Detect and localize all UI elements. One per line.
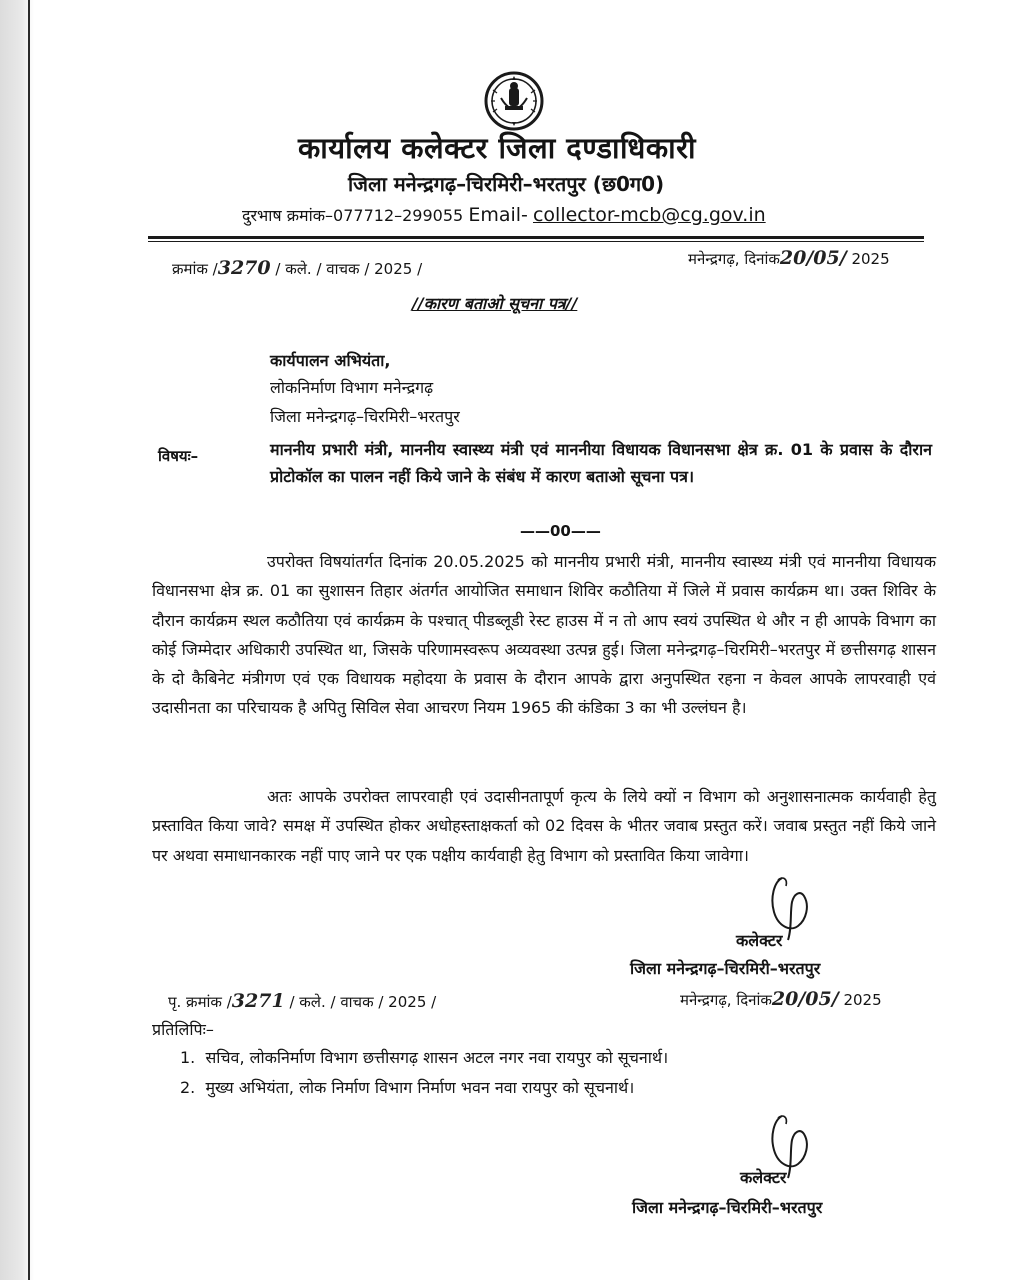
subject-text: माननीय प्रभारी मंत्री, माननीय स्वास्थ्य मंत्री एवं माननीया विधायक विधानसभा क्षेत्र क्र. 01 के प्रवास के दौरान प्रोटोकॉल का पालन नहीं किये जाने के संबंध में कारण बताओ सूचना पत्र।: [270, 440, 932, 486]
reference-number: क्रमांक /3270 / कले. / वाचक / 2025 /: [172, 257, 423, 279]
office-title: कार्यालय कलेक्टर जिला दण्डाधिकारी: [298, 131, 697, 165]
copy-to-label: प्रतिलिपिः–: [152, 1020, 214, 1039]
signatory-title: कलेक्टर: [740, 1168, 787, 1187]
addressee-department: लोकनिर्माण विभाग मनेन्द्रगढ़: [270, 378, 434, 397]
subject-label: विषयः–: [158, 447, 199, 465]
district-subtitle: जिला मनेन्द्रगढ़–चिरमिरी–भरतपुर (छ0ग0): [348, 172, 665, 196]
phone-number: दुरभाष क्रमांक–077712–299055: [242, 206, 464, 225]
email-address: collector-mcb@cg.gov.in: [532, 204, 766, 226]
email-label: Email-: [468, 204, 528, 226]
addressee-district: जिला मनेन्द्रगढ़–चिरमिरी–भरतपुर: [270, 407, 460, 426]
header-rule-thick: [148, 236, 924, 239]
header-rule-thin: [148, 241, 924, 242]
handwritten-endorsement-date: 20/05/: [771, 988, 839, 1010]
signatory-title: कलेक्टर: [736, 931, 783, 950]
addressee-designation: कार्यपालन अभियंता,: [270, 351, 391, 370]
copy-to-item: 1. सचिव, लोकनिर्माण विभाग छत्तीसगढ़ शासन अटल नगर नवा रायपुर को सूचनार्थ।: [180, 1048, 669, 1067]
scan-edge-line: [28, 0, 30, 1280]
endorsement-number: पृ. क्रमांक /3271 / कले. / वाचक / 2025 /: [168, 990, 437, 1012]
state-emblem-icon: [483, 68, 545, 134]
place-date: मनेन्द्रगढ़, दिनांक20/05/ 2025: [688, 247, 890, 269]
handwritten-ref-number: 3270: [217, 257, 271, 279]
handwritten-endorsement-number: 3271: [231, 990, 285, 1012]
signatory-district: जिला मनेन्द्रगढ़–चिरमिरी–भरतपुर: [630, 959, 821, 978]
copy-to-item: 2. मुख्य अभियंता, लोक निर्माण विभाग निर्माण भवन नवा रायपुर को सूचनार्थ।: [180, 1078, 635, 1097]
contact-line: [242, 204, 766, 226]
notice-title: //कारण बताओ सूचना पत्र//: [412, 294, 578, 313]
handwritten-date: 20/05/: [779, 247, 847, 269]
body-paragraph-1: उपरोक्त विषयांतर्गत दिनांक 20.05.2025 को माननीय प्रभारी मंत्री, माननीय स्वास्थ्य मंत्री एवं माननीया विधायक विधानसभा क्षेत्र क्र. 01 का सुशासन तिहार अंतर्गत आयोजित समाधान शिविर कठौतिया में जिले में प्रवास कार्यक्रम था। उक्त शिविर के दौरान कार्यक्रम स्थल कठौतिया एवं कार्यक्रम के पश्चात् पीडब्लूडी रेस्ट हाउस में न तो आप स्वयं उपस्थित थे और न ही आपके विभाग का कोई जिम्मेदार अधिकारी उपस्थित था, जिसके परिणामस्वरूप अव्यवस्था उत्पन्न हुई। जिला मनेन्द्रगढ़–चिरमिरी–भरतपुर में छत्तीसगढ़ शासन के दो कैबिनेट मंत्रीगण एवं एक विधायक महोदया के प्रवास के दौरान आपके द्वारा अनुपस्थित रहना न केवल आपके लापरवाही एवं उदासीनता का परिचायक है अपितु सिविल सेवा आचरण नियम 1965 की कंडिका 3 का भी उल्लंघन है।: [152, 552, 936, 718]
endorsement-place-date: मनेन्द्रगढ़, दिनांक20/05/ 2025: [680, 988, 882, 1010]
body-paragraph-2: अतः आपके उपरोक्त लापरवाही एवं उदासीनतापूर्ण कृत्य के लिये क्यों न विभाग को अनुशासनात्मक कार्यवाही हेतु प्रस्तावित किया जावे? समक्ष में उपस्थित होकर अधोहस्ताक्षकर्ता को 02 दिवस के भीतर जवाब प्रस्तुत करें। जवाब प्रस्तुत नहीं किये जाने पर अथवा समाधानकारक नहीं पाए जाने पर एक पक्षीय कार्यवाही हेतु विभाग को प्रस्तावित किया जावेगा।: [152, 787, 936, 865]
separator: ——00——: [520, 522, 601, 540]
signatory-district: जिला मनेन्द्रगढ़–चिरमिरी–भरतपुर: [632, 1198, 823, 1217]
